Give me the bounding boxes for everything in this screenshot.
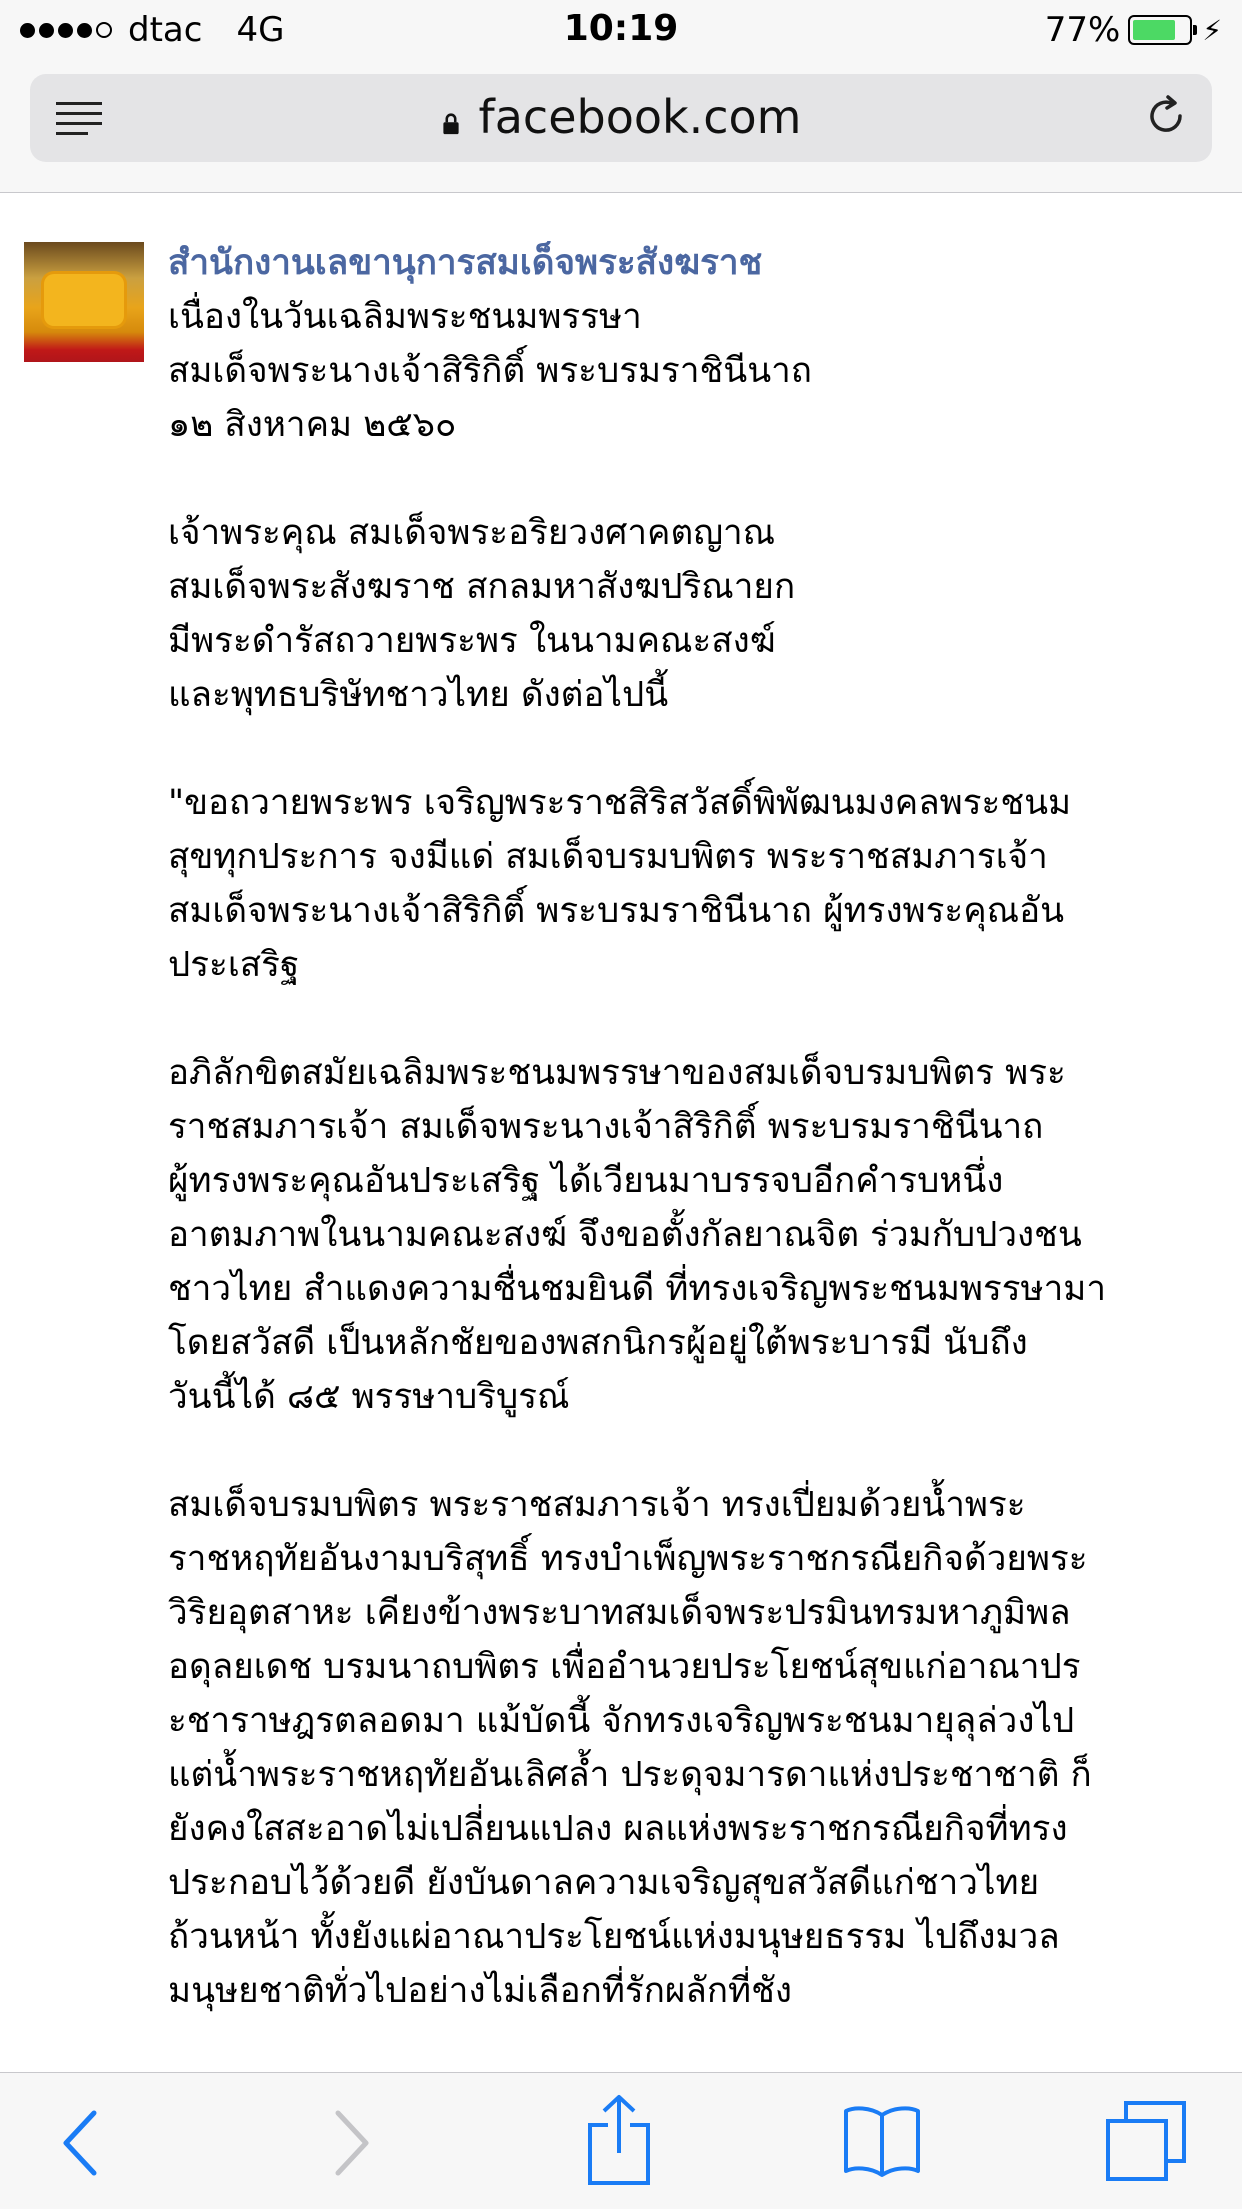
charging-bolt-icon: ⚡: [1202, 13, 1222, 47]
forward-icon[interactable]: [322, 2103, 382, 2183]
address-bar[interactable]: [30, 74, 1212, 162]
post: [168, 236, 1218, 2072]
url-text: facebook.com: [478, 90, 802, 144]
browser-address-area: [0, 62, 1242, 193]
status-bar: [0, 0, 1242, 62]
battery-percent: 77%: [1044, 10, 1121, 50]
battery-level: [1133, 20, 1175, 40]
post-paragraph: "ขอถวายพระพร เจริญพระราชสิริสวัสดิ์พิพัฒนมงคลพระชนม สุขทุกประการ จงมีแด่ สมเด็จบรมบพิตร พระราชสมภารเจ้า สมเด็จพระนางเจ้าสิริกิติ์ พระบรมราชินีนาถ ผู้ทรงพระคุณอัน ประเสริฐ: [168, 783, 1072, 985]
reload-icon[interactable]: [1142, 92, 1190, 140]
url-display[interactable]: [30, 90, 1212, 144]
post-paragraph: เนื่องในวันเฉลิมพระชนมพรรษา สมเด็จพระนางเจ้าสิริกิติ์ พระบรมราชินีนาถ ๑๒ สิงหาคม ๒๕๖๐: [168, 297, 812, 445]
battery-status: [1045, 10, 1222, 50]
clock: 10:19: [563, 8, 679, 49]
carrier-name: dtac: [128, 10, 203, 50]
share-icon[interactable]: [584, 2093, 654, 2189]
post-paragraph: เจ้าพระคุณ สมเด็จพระอริยวงศาคตญาณ สมเด็จพระสังฆราช สกลมหาสังฆปริณายก มีพระดำรัสถวายพระพร ในนามคณะสงฆ์ และพุทธบริษัทชาวไทย ดังต่อไปนี้: [168, 513, 796, 715]
tabs-icon[interactable]: [1104, 2099, 1188, 2183]
lock-icon: [441, 113, 461, 135]
post-author-link[interactable]: สำนักงานเลขานุการสมเด็จพระสังฆราช: [168, 243, 763, 283]
page-avatar[interactable]: [24, 242, 144, 362]
battery-icon: [1128, 15, 1192, 45]
post-paragraph: สมเด็จบรมบพิตร พระราชสมภารเจ้า ทรงเปี่ยมด้วยน้ำพระ ราชหฤทัยอันงามบริสุทธิ์ ทรงบำเพ็ญพระราชกรณียกิจด้วยพระ วิริยอุตสาหะ เคียงข้างพระบาทสมเด็จพระปรมินทรมหาภูมิพล อดุลยเดช บรมนาถบพิตร เพื่ออำนวยประโยชน์สุขแก่อาณาปร ะชาราษฎรตลอดมา แม้บัดนี้ จักทรงเจริญพระชนมายุลุล่วงไป แต่น้ำพระราชหฤทัยอันเลิศล้ำ ประดุจมารดาแห่งประชาชาติ ก็ ยังคงใสสะอาดไม่เปลี่ยนแปลง ผลแห่งพระราชกรณียกิจที่ทรง ประกอบไว้ด้วยดี ยังบันดาลความเจริญสุขสวัสดีแก่ชาวไทย ถ้วนหน้า ทั้งยังแผ่อาณาประโยชน์แห่งมนุษยธรรม ไปถึงมวล มนุษยชาติทั่วไปอย่างไม่เลือกที่รักผลักที่ชัง: [168, 1485, 1092, 2011]
post-body: [168, 290, 1218, 2018]
back-icon[interactable]: [50, 2103, 110, 2183]
network-type: 4G: [236, 10, 285, 50]
page-content: [0, 192, 1242, 2072]
post-paragraph: อภิลักขิตสมัยเฉลิมพระชนมพรรษาของสมเด็จบรมบพิตร พระ ราชสมภารเจ้า สมเด็จพระนางเจ้าสิริกิติ์ พระบรมราชินีนาถ ผู้ทรงพระคุณอันประเสริฐ ได้เวียนมาบรรจบอีกคำรบหนึ่ง อาตมภาพในนามคณะสงฆ์ จึงขอตั้งกัลยาณจิต ร่วมกับปวงชน ชาวไทย สำแดงความชื่นชมยินดี ที่ทรงเจริญพระชนมพรรษามา โดยสวัสดี เป็นหลักชัยของพสกนิกรผู้อยู่ใต้พระบารมี นับถึง วันนี้ได้ ๘๕ พรรษาบริบูรณ์: [168, 1053, 1107, 1417]
browser-toolbar: [0, 2072, 1242, 2209]
bookmarks-icon[interactable]: [842, 2099, 922, 2179]
